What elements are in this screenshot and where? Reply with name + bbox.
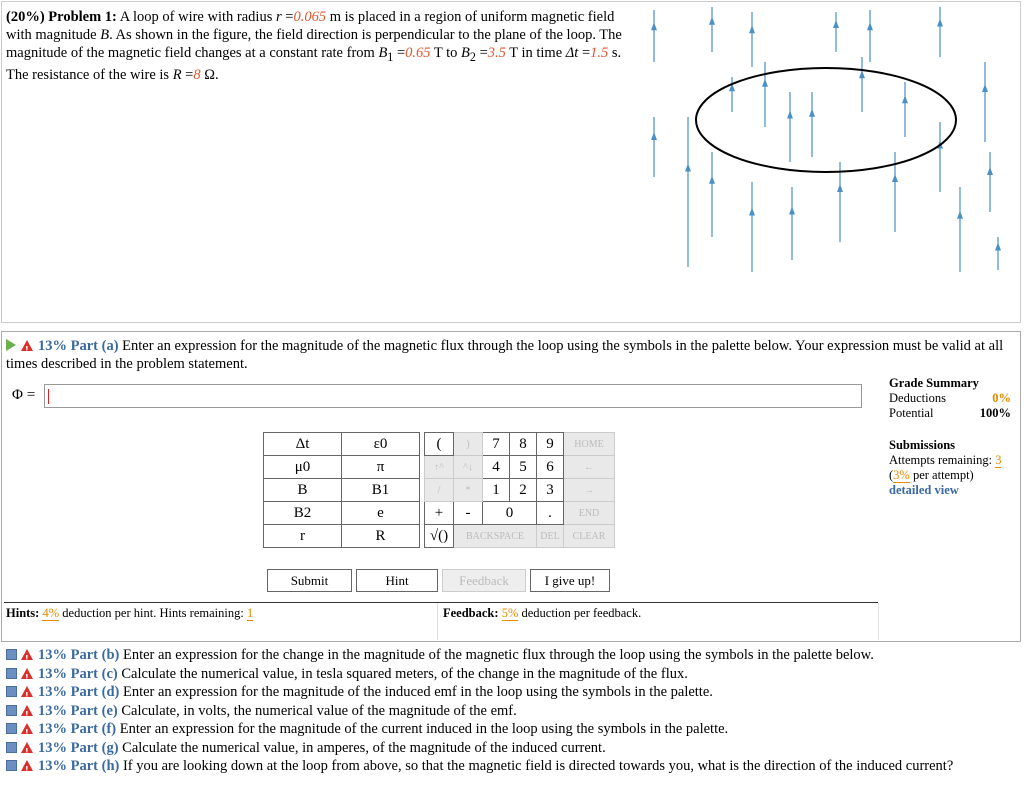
key-right-arrow[interactable]: → bbox=[564, 479, 615, 502]
key-left-arrow[interactable]: ← bbox=[564, 456, 615, 479]
answer-label: Φ = bbox=[12, 387, 36, 403]
expand-icon[interactable] bbox=[6, 686, 17, 697]
warning-icon bbox=[21, 760, 33, 771]
symbol-button[interactable]: B1 bbox=[342, 479, 420, 502]
play-icon[interactable] bbox=[6, 339, 16, 351]
key-home[interactable]: HOME bbox=[564, 433, 615, 456]
problem-text: s. The resistance of the wire is bbox=[6, 45, 622, 83]
symbol-dt: Δt bbox=[565, 45, 579, 61]
subscript: 1 bbox=[387, 49, 394, 64]
key-2[interactable]: 2 bbox=[510, 479, 537, 502]
key-multiply[interactable]: * bbox=[454, 479, 483, 502]
symbol-R: R bbox=[172, 66, 182, 83]
per-attempt-pct: 3% bbox=[893, 468, 910, 482]
detailed-view-link[interactable]: detailed view bbox=[889, 483, 959, 497]
symbol-button[interactable]: e bbox=[342, 502, 420, 525]
key-open-paren[interactable]: ( bbox=[425, 433, 454, 456]
part-label: 13% Part (h) bbox=[38, 758, 120, 774]
part-label: 13% Part (e) bbox=[38, 702, 118, 719]
key-sqrt[interactable]: √() bbox=[425, 525, 454, 548]
field-arrowhead bbox=[787, 111, 793, 119]
field-arrowhead bbox=[867, 22, 873, 30]
part-text: Calculate the numerical value, in amperes, of the magnitude of the induced current. bbox=[122, 739, 606, 756]
hints-info bbox=[6, 606, 253, 621]
value-R: 8 bbox=[193, 66, 201, 83]
warning-icon bbox=[21, 686, 33, 697]
feedback-info bbox=[443, 606, 641, 621]
feedback-text: deduction per feedback. bbox=[521, 606, 642, 620]
part-text: Calculate, in volts, the numerical value of the magnitude of the emf. bbox=[121, 702, 517, 719]
hints-text: deduction per hint. Hints remaining: bbox=[62, 606, 244, 620]
key-del[interactable]: DEL bbox=[537, 525, 564, 548]
field-arrowhead bbox=[957, 211, 963, 219]
per-attempt-text: per attempt) bbox=[912, 468, 974, 482]
field-arrowhead bbox=[833, 20, 839, 28]
field-arrowhead bbox=[995, 243, 1001, 251]
submissions-panel: Submissions Attempts remaining: 3 (3% per attempt) detailed view bbox=[889, 438, 1002, 497]
problem-text: T to bbox=[433, 45, 458, 61]
problem-text: m is placed in a region of uniform magnetic field with magnitude bbox=[6, 9, 615, 43]
part-label: 13% Part (f) bbox=[38, 721, 117, 737]
warning-icon bbox=[21, 705, 33, 716]
problem-text: T in time bbox=[509, 45, 563, 61]
equals: = bbox=[396, 45, 406, 61]
other-parts-list bbox=[6, 646, 1018, 776]
equals: = bbox=[581, 45, 591, 61]
key-decimal[interactable]: . bbox=[537, 502, 564, 525]
symbol-button[interactable]: μ0 bbox=[264, 456, 342, 479]
expand-icon[interactable] bbox=[6, 760, 17, 771]
key-clear[interactable]: CLEAR bbox=[564, 525, 615, 548]
grade-summary-title: Grade Summary bbox=[889, 376, 979, 390]
symbol-button[interactable]: R bbox=[342, 525, 420, 548]
problem-text: . As shown in the figure, the field direction is perpendicular to the plane of the loop. The magnitude of the magnetic field changes at a constant rate from bbox=[6, 27, 622, 61]
deductions-value: 0% bbox=[992, 391, 1011, 405]
deductions-label: Deductions bbox=[889, 391, 946, 405]
problem-prefix: (20%) Problem 1: bbox=[6, 9, 117, 25]
field-arrowhead bbox=[789, 207, 795, 215]
attempts-value: 3 bbox=[995, 453, 1002, 467]
warning-icon bbox=[21, 668, 33, 679]
magnetic-field-figure bbox=[640, 2, 1020, 287]
part-a-header bbox=[6, 337, 1018, 373]
key-7[interactable]: 7 bbox=[483, 433, 510, 456]
key-9[interactable]: 9 bbox=[537, 433, 564, 456]
submit-button[interactable]: Submit bbox=[267, 569, 352, 592]
field-arrowhead bbox=[709, 176, 715, 184]
hints-pct: 4% bbox=[42, 606, 60, 620]
key-minus[interactable]: - bbox=[454, 502, 483, 525]
field-arrowhead bbox=[685, 164, 691, 172]
problem-text: Ω. bbox=[204, 66, 219, 83]
part-label: 13% Part (g) bbox=[38, 739, 119, 756]
warning-icon bbox=[21, 340, 33, 351]
field-arrows bbox=[651, 7, 1001, 272]
symbol-palette bbox=[263, 432, 420, 548]
equals: = bbox=[479, 45, 488, 61]
feedback-pct: 5% bbox=[501, 606, 519, 620]
key-6[interactable]: 6 bbox=[537, 456, 564, 479]
field-arrowhead bbox=[837, 184, 843, 192]
part-label: 13% Part (c) bbox=[38, 665, 118, 682]
part-text: If you are looking down at the loop from above, so that the magnetic field is directed towards you, what is the direction of the induced current? bbox=[122, 758, 954, 774]
value-dt: 1.5 bbox=[590, 45, 609, 61]
problem-statement bbox=[6, 8, 634, 84]
key-superscript[interactable]: ↑^ bbox=[425, 456, 454, 479]
field-arrowhead bbox=[749, 208, 755, 216]
part-text: Enter an expression for the magnitude of the induced emf in the loop using the symbols in the palette. bbox=[122, 684, 713, 700]
field-arrowhead bbox=[987, 167, 993, 175]
submissions-title: Submissions bbox=[889, 438, 956, 452]
symbol-button[interactable]: B2 bbox=[264, 502, 342, 525]
grade-summary bbox=[889, 376, 1011, 421]
expand-icon[interactable] bbox=[6, 668, 17, 679]
key-subscript[interactable]: ^↓ bbox=[454, 456, 483, 479]
warning-icon bbox=[21, 649, 33, 660]
part-label: 13% Part (d) bbox=[38, 684, 120, 700]
value-b1: 0.65 bbox=[405, 45, 431, 61]
expand-icon[interactable] bbox=[6, 723, 17, 734]
divider bbox=[4, 602, 878, 603]
value-r: 0.065 bbox=[293, 9, 327, 25]
potential-label: Potential bbox=[889, 406, 934, 420]
part-text: Enter an expression for the magnitude of the current induced in the loop using the symbols in the palette. bbox=[119, 721, 729, 737]
part-text: Calculate the numerical value, in tesla squared meters, of the change in the magnitude of the flux. bbox=[121, 665, 688, 682]
key-divide[interactable]: / bbox=[425, 479, 454, 502]
symbol-b2: B bbox=[461, 45, 470, 61]
part-row[interactable] bbox=[6, 702, 1018, 721]
expand-icon[interactable] bbox=[6, 742, 17, 753]
field-arrowhead bbox=[749, 25, 755, 33]
part-row[interactable] bbox=[6, 757, 1018, 776]
equals: = bbox=[185, 66, 194, 83]
key-close-paren[interactable]: ) bbox=[454, 433, 483, 456]
field-arrowhead bbox=[809, 109, 815, 117]
field-arrowhead bbox=[982, 84, 988, 92]
potential-value: 100% bbox=[979, 406, 1011, 420]
part-a-label: 13% Part (a) bbox=[38, 338, 119, 354]
field-arrowhead bbox=[859, 70, 865, 78]
symbol-button[interactable]: ε0 bbox=[342, 433, 420, 456]
subscript: 2 bbox=[469, 49, 476, 64]
part-row[interactable] bbox=[6, 646, 1018, 665]
give-up-button[interactable]: I give up! bbox=[530, 569, 610, 592]
key-0[interactable]: 0 bbox=[483, 502, 537, 525]
answer-input[interactable] bbox=[44, 384, 862, 408]
part-row[interactable] bbox=[6, 665, 1018, 684]
part-label: 13% Part (b) bbox=[38, 647, 120, 663]
hints-remaining: 1 bbox=[246, 606, 254, 620]
feedback-label: Feedback: bbox=[443, 606, 499, 620]
key-backspace[interactable]: BACKSPACE bbox=[454, 525, 537, 548]
symbol-button[interactable]: π bbox=[342, 456, 420, 479]
key-1[interactable]: 1 bbox=[483, 479, 510, 502]
value-b2: 3.5 bbox=[487, 45, 506, 61]
wire-loop bbox=[696, 68, 956, 172]
part-text: Enter an expression for the change in the magnitude of the magnetic flux through the loop using the symbols in the palette below. bbox=[122, 647, 874, 663]
problem-text: A loop of wire with radius bbox=[119, 9, 273, 25]
hint-button[interactable]: Hint bbox=[356, 569, 438, 592]
part-row[interactable] bbox=[6, 739, 1018, 758]
field-arrowhead bbox=[937, 19, 943, 27]
expand-icon[interactable] bbox=[6, 705, 17, 716]
text-cursor bbox=[48, 389, 49, 404]
key-4[interactable]: 4 bbox=[483, 456, 510, 479]
expand-icon[interactable] bbox=[6, 649, 17, 660]
attempts-label: Attempts remaining: bbox=[889, 453, 993, 467]
part-row[interactable] bbox=[6, 683, 1018, 702]
keypad bbox=[424, 432, 615, 548]
key-5[interactable]: 5 bbox=[510, 456, 537, 479]
key-3[interactable]: 3 bbox=[537, 479, 564, 502]
symbol-b: B bbox=[100, 27, 110, 43]
feedback-button[interactable]: Feedback bbox=[442, 569, 526, 592]
field-arrowhead bbox=[651, 22, 657, 30]
field-arrowhead bbox=[892, 174, 898, 182]
key-end[interactable]: END bbox=[564, 502, 615, 525]
key-8[interactable]: 8 bbox=[510, 433, 537, 456]
warning-icon bbox=[21, 742, 33, 753]
part-row[interactable] bbox=[6, 720, 1018, 739]
divider bbox=[437, 603, 438, 640]
warning-icon bbox=[21, 723, 33, 734]
part-a-text: Enter an expression for the magnitude of the magnetic flux through the loop using the symbols in the palette below. Your expression must be valid at all times described in the problem statement. bbox=[6, 338, 1004, 372]
symbol-r: r bbox=[275, 9, 282, 25]
field-arrowhead bbox=[709, 17, 715, 25]
symbol-button[interactable]: r bbox=[264, 525, 342, 548]
symbol-button[interactable]: B bbox=[264, 479, 342, 502]
field-arrowhead bbox=[651, 132, 657, 140]
key-plus[interactable]: + bbox=[425, 502, 454, 525]
field-arrowhead bbox=[902, 95, 908, 103]
divider bbox=[878, 603, 879, 640]
symbol-b1: B bbox=[378, 45, 388, 61]
equals: = bbox=[285, 9, 294, 25]
symbol-button[interactable]: Δt bbox=[264, 433, 342, 456]
hints-label: Hints: bbox=[6, 606, 40, 620]
field-arrowhead bbox=[762, 79, 768, 87]
